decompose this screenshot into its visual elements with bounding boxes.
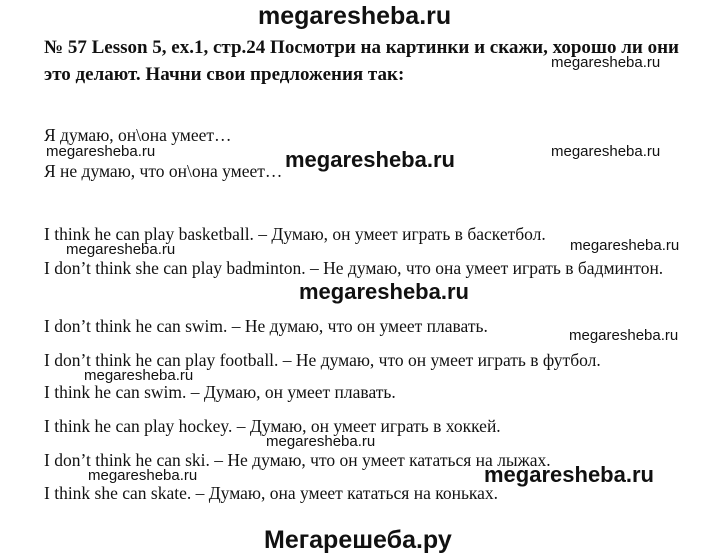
watermark: megaresheba.ru — [569, 327, 679, 344]
answer-line-7: I don’t think he can ski. – Не думаю, что он умеет кататься на лыжах. — [44, 450, 551, 470]
pattern-line-1: Я думаю, он\она умеет… — [44, 125, 232, 145]
watermark: megaresheba.ru — [551, 143, 661, 160]
answer-line-5: I think he can swim. – Думаю, он умеет плавать. — [44, 382, 396, 402]
watermark: megaresheba.ru — [88, 467, 198, 484]
answer-line-8: I think she can skate. – Думаю, она умеет кататься на коньках. — [44, 483, 499, 503]
answer-line-1: I think he can play basketball. – Думаю, он умеет играть в баскетбол. — [44, 224, 546, 244]
site-footer: Мегарешеба.ру — [264, 526, 452, 554]
answer-line-2: I don’t think she can play badminton. – Не думаю, что она умеет играть в бадминтон. — [44, 258, 664, 278]
watermark: megaresheba.ru — [84, 367, 194, 384]
task-heading: № 57 Lesson 5, ex.1, стр.24 Посмотри на картинки и скажи, хорошо ли они это делают. Начни свои предложения так: — [44, 37, 679, 85]
watermark: megaresheba.ru — [266, 433, 376, 450]
watermark: megaresheba.ru — [66, 241, 176, 258]
answer-line-4: I don’t think he can play football. – Не думаю, что он умеет играть в футбол. — [44, 350, 601, 370]
answer-line-6: I think he can play hockey. – Думаю, он умеет играть в хоккей. — [44, 416, 501, 436]
watermark: megaresheba.ru — [484, 462, 654, 487]
watermark: megaresheba.ru — [551, 54, 661, 71]
site-header: megaresheba.ru — [258, 2, 452, 30]
watermark: megaresheba.ru — [46, 143, 156, 160]
pattern-line-2: Я не думаю, что он\она умеет… — [44, 161, 283, 181]
watermark: megaresheba.ru — [285, 147, 455, 172]
watermark: megaresheba.ru — [299, 279, 469, 304]
watermark: megaresheba.ru — [570, 237, 680, 254]
answer-line-3: I don’t think he can swim. – Не думаю, что он умеет плавать. — [44, 316, 488, 336]
